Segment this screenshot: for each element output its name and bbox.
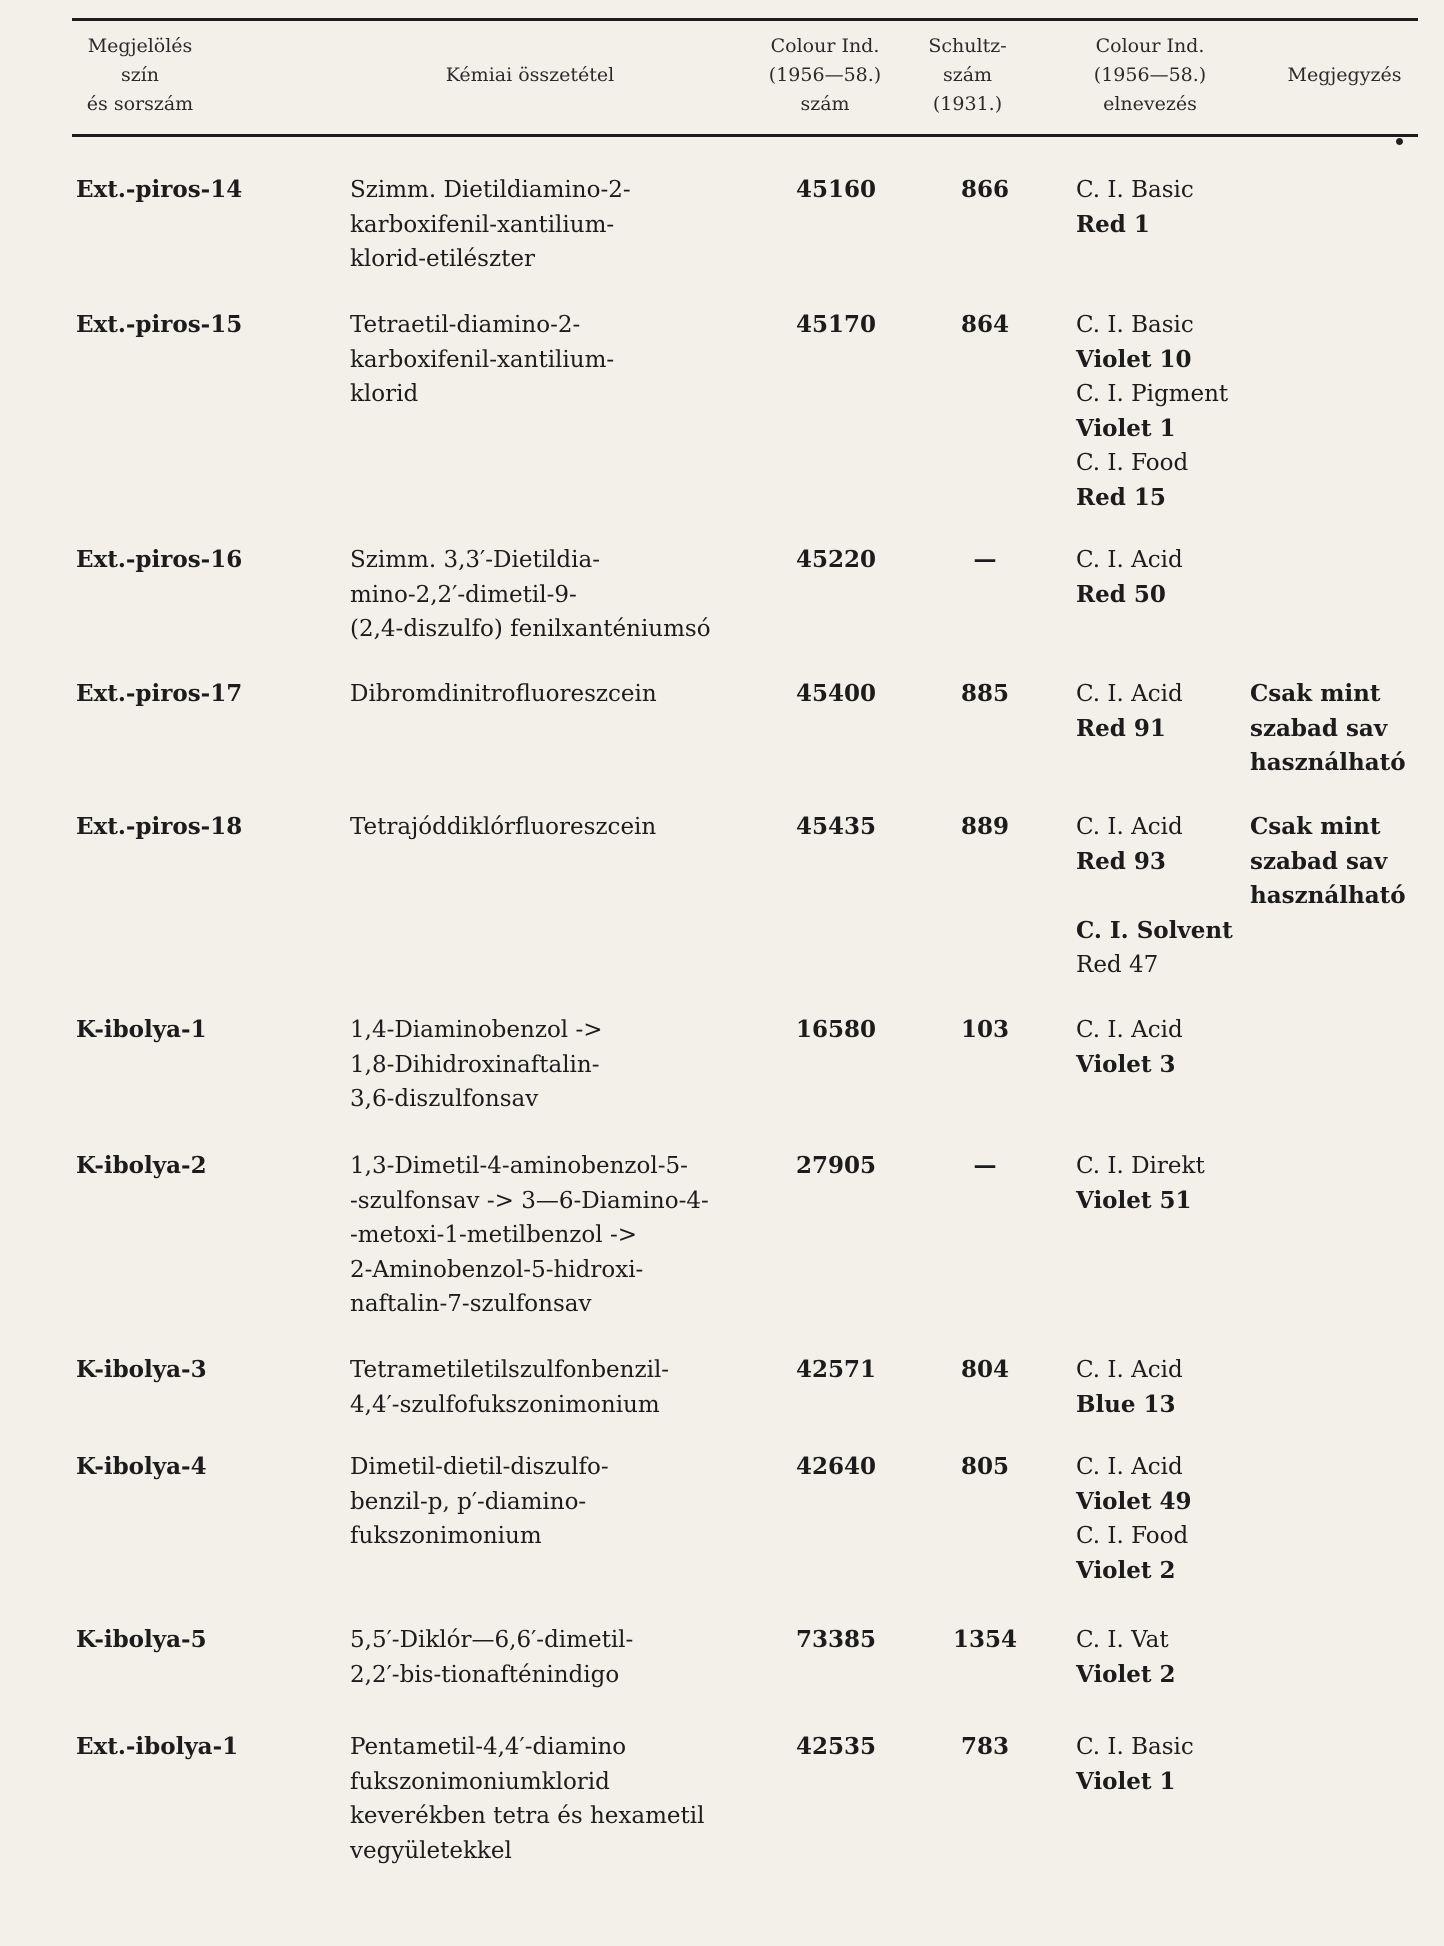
remark-line: szabad sav	[1250, 714, 1388, 742]
ci-name	[1076, 173, 1256, 242]
ci-name-line: C. I. Acid	[1076, 1454, 1183, 1480]
ci-name-line: Violet 2	[1076, 1556, 1176, 1584]
ci-number: 45220	[796, 546, 877, 573]
ci-name-line: Red 15	[1076, 483, 1166, 511]
ci-number: 16580	[796, 1016, 877, 1043]
chemical-composition-line: fukszonimoniumklorid	[350, 1768, 610, 1795]
row-designation: Ext.-piros-16	[76, 546, 243, 573]
ci-name-line: Violet 1	[1076, 414, 1176, 442]
ci-name-line: C. I. Acid	[1076, 547, 1183, 573]
chemical-composition-line: klorid	[350, 381, 419, 407]
chemical-composition	[350, 308, 760, 412]
chemical-composition	[350, 677, 760, 712]
ci-name-line: Violet 10	[1076, 345, 1192, 373]
chemical-composition	[350, 1450, 760, 1554]
chemical-composition	[350, 1353, 760, 1422]
schultz-number: —	[973, 546, 997, 573]
ci-name-line: C. I. Direkt	[1076, 1153, 1205, 1179]
schultz-number: 866	[960, 176, 1009, 203]
ci-number: 45170	[796, 311, 877, 338]
ci-name-line: Red 91	[1076, 714, 1166, 742]
ci-name-line: Violet 49	[1076, 1487, 1192, 1515]
ci-name	[1076, 1450, 1256, 1588]
ci-name	[1076, 308, 1256, 515]
chemical-composition-line: 3,6-diszulfonsav	[350, 1086, 539, 1112]
ci-name-line: C. I. Vat	[1076, 1627, 1169, 1653]
schultz-number: —	[973, 1152, 997, 1179]
ci-name-line: C. I. Basic	[1076, 312, 1194, 338]
row-designation: Ext.-piros-14	[76, 176, 243, 203]
chemical-composition-line: Tetrajóddiklórfluoreszcein	[350, 814, 657, 840]
chemical-composition-line: -metoxi-1-metilbenzol ->	[350, 1222, 637, 1248]
schultz-number: 804	[960, 1356, 1009, 1383]
chemical-composition	[350, 543, 760, 647]
chemical-composition	[350, 1013, 760, 1117]
ci-name-line: Violet 51	[1076, 1186, 1192, 1214]
ci-name-line: Blue 13	[1076, 1390, 1176, 1418]
row-designation: Ext.-ibolya-1	[76, 1733, 239, 1760]
ci-number: 42571	[796, 1356, 877, 1383]
remark	[1250, 810, 1444, 914]
remark	[1250, 677, 1444, 781]
chemical-composition-line: vegyületekkel	[350, 1837, 512, 1864]
chemical-composition-line: 4,4′-szulfofukszonimonium	[350, 1391, 660, 1418]
ci-name-line: C. I. Acid	[1076, 1357, 1183, 1383]
chemical-composition-line: Szimm. Dietildiamino-2-	[350, 177, 631, 203]
chemical-composition-line: fukszonimonium	[350, 1523, 542, 1549]
ink-dot	[1396, 138, 1403, 145]
header-col-remark: Megjegyzés	[1287, 64, 1402, 86]
row-designation: Ext.-piros-17	[76, 680, 243, 707]
header-col-composition: Kémiai összetétel	[445, 64, 615, 86]
ci-name	[1076, 1730, 1256, 1799]
chemical-composition-line: 2-Aminobenzol-5-hidroxi-	[350, 1256, 644, 1283]
ci-name	[1076, 1353, 1256, 1422]
chemical-composition-line: 2,2′-bis-tionafténindigo	[350, 1661, 620, 1688]
ci-name	[1076, 1149, 1256, 1218]
ci-name	[1076, 1623, 1256, 1692]
ci-name-line	[1076, 879, 1256, 914]
ci-name-line: Red 1	[1076, 210, 1150, 238]
chemical-composition-line: naftalin-7-szulfonsav	[350, 1291, 592, 1317]
chemical-composition-line: (2,4-diszulfo) fenilxanténiumsó	[350, 616, 711, 642]
schultz-number: 1354	[952, 1626, 1017, 1653]
chemical-composition-line: Dimetil-dietil-diszulfo-	[350, 1454, 609, 1480]
ci-name-line: C. I. Acid	[1076, 681, 1183, 707]
ci-name	[1076, 677, 1256, 746]
ci-name-line: C. I. Basic	[1076, 177, 1194, 203]
header-col-ci-name: Colour Ind. (1956—58.) elnevezés	[1093, 35, 1207, 115]
schultz-number: 103	[960, 1016, 1009, 1043]
ci-name	[1076, 543, 1256, 612]
ci-name-line: C. I. Pigment	[1076, 381, 1229, 407]
remark-line: szabad sav	[1250, 847, 1388, 875]
chemical-composition	[350, 1730, 760, 1868]
chemical-composition-line: mino-2,2′-dimetil-9-	[350, 581, 577, 608]
header-col-designation: Megjelölés szín és sorszám	[86, 35, 194, 115]
ci-name-line: C. I. Acid	[1076, 1017, 1183, 1043]
ci-name	[1076, 810, 1256, 983]
ci-name-line: Red 50	[1076, 580, 1166, 608]
chemical-composition	[350, 1149, 760, 1322]
chemical-composition-line: keverékben tetra és hexametil	[350, 1803, 705, 1829]
row-designation: Ext.-piros-15	[76, 311, 243, 338]
row-designation: Ext.-piros-18	[76, 813, 243, 840]
row-designation: K-ibolya-4	[76, 1453, 207, 1480]
header-rule	[72, 134, 1418, 137]
ci-name-line: C. I. Acid	[1076, 814, 1183, 840]
remark-line: Csak mint	[1250, 813, 1381, 840]
schultz-number: 889	[960, 813, 1009, 840]
chemical-composition	[350, 1623, 760, 1692]
chemical-composition-line: 1,8-Dihidroxinaftalin-	[350, 1051, 600, 1078]
remark-line: használható	[1250, 882, 1406, 909]
chemical-composition-line: Szimm. 3,3′-Dietildia-	[350, 547, 600, 573]
chemical-composition-line: Tetrametiletilszulfonbenzil-	[350, 1357, 670, 1383]
chemical-composition	[350, 173, 760, 277]
row-designation: K-ibolya-3	[76, 1356, 207, 1383]
ci-name-line: C. I. Food	[1076, 450, 1189, 476]
ci-number: 45400	[796, 680, 877, 707]
row-designation: K-ibolya-2	[76, 1152, 207, 1179]
row-designation: K-ibolya-5	[76, 1626, 207, 1653]
ci-number: 27905	[796, 1152, 877, 1179]
chemical-composition-line: klorid-etilészter	[350, 246, 535, 272]
chemical-composition-line: Pentametil-4,4′-diamino	[350, 1734, 627, 1760]
chemical-composition-line: benzil-p, p′-diamino-	[350, 1488, 587, 1515]
ci-number: 42535	[796, 1733, 877, 1760]
chemical-composition-line: -szulfonsav -> 3—6-Diamino-4-	[350, 1187, 709, 1214]
ci-name-line: C. I. Solvent	[1076, 916, 1233, 944]
ci-number: 45160	[796, 176, 877, 203]
chemical-composition-line: 1,4-Diaminobenzol ->	[350, 1017, 603, 1043]
row-designation: K-ibolya-1	[76, 1016, 207, 1043]
chemical-composition-line: Dibromdinitrofluoreszcein	[350, 681, 657, 707]
chemical-composition-line: karboxifenil-xantilium-	[350, 346, 615, 373]
ci-name-line: C. I. Basic	[1076, 1734, 1194, 1760]
ci-number: 45435	[796, 813, 877, 840]
ci-number: 73385	[796, 1626, 877, 1653]
ci-name-line: Violet 3	[1076, 1050, 1176, 1078]
ci-number: 42640	[796, 1453, 877, 1480]
ci-name-line: Red 93	[1076, 847, 1166, 875]
chemical-composition	[350, 810, 760, 845]
ci-name-line: C. I. Food	[1076, 1523, 1189, 1549]
remark-line: Csak mint	[1250, 680, 1381, 707]
ci-name-line: Violet 1	[1076, 1767, 1176, 1795]
chemical-composition-line: 1,3-Dimetil-4-aminobenzol-5-	[350, 1153, 688, 1179]
schultz-number: 864	[960, 311, 1009, 338]
schultz-number: 885	[960, 680, 1009, 707]
chemical-composition-line: 5,5′-Diklór—6,6′-dimetil-	[350, 1627, 634, 1653]
chemical-composition-line: Tetraetil-diamino-2-	[350, 312, 581, 338]
schultz-number: 783	[960, 1733, 1009, 1760]
ci-name-line: Violet 2	[1076, 1660, 1176, 1688]
chemical-composition-line: karboxifenil-xantilium-	[350, 211, 615, 238]
ci-name	[1076, 1013, 1256, 1082]
top-rule	[72, 18, 1418, 21]
remark-line: használható	[1250, 749, 1406, 776]
header-col-schultz: Schultz- szám (1931.)	[928, 35, 1007, 115]
header-col-ci-number: Colour Ind. (1956—58.) szám	[768, 35, 882, 115]
ci-name-line: Red 47	[1076, 952, 1159, 978]
schultz-number: 805	[960, 1453, 1009, 1480]
